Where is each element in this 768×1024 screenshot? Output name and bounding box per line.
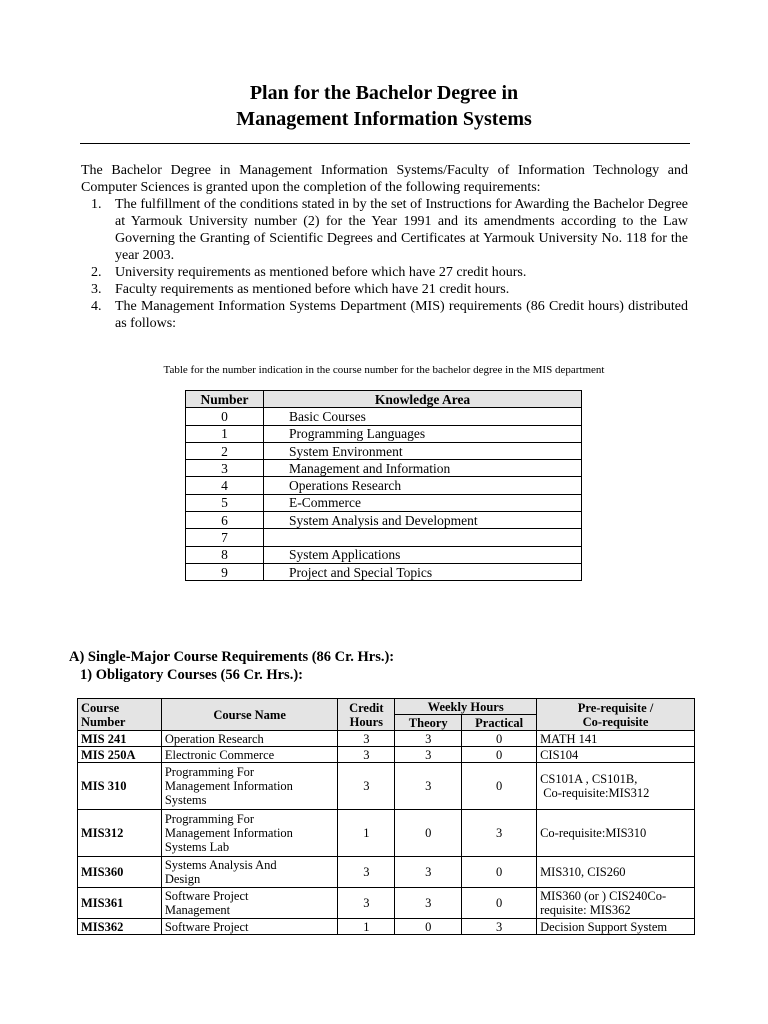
title-line-2: Management Information Systems <box>236 108 532 130</box>
course-theory: 3 <box>395 888 462 919</box>
header-weekly-hours: Weekly Hours <box>395 699 537 715</box>
course-code: MIS 241 <box>78 731 162 747</box>
knowledge-row <box>186 563 582 580</box>
knowledge-area: System Analysis and Development <box>264 512 582 529</box>
course-code: MIS362 <box>78 919 162 935</box>
intro-paragraph: The Bachelor Degree in Management Information Systems/Faculty of Information Technology and Computer Sciences is granted upon the completion of the following requirements: <box>81 163 688 195</box>
header-credit-hours: Credit Hours <box>338 699 395 731</box>
course-theory: 3 <box>395 763 462 810</box>
page-title <box>0 80 768 132</box>
knowledge-number: 4 <box>186 477 264 494</box>
knowledge-area: System Environment <box>264 442 582 459</box>
course-credit: 3 <box>338 763 395 810</box>
course-prerequisite: MATH 141 <box>537 731 695 747</box>
knowledge-number: 7 <box>186 529 264 546</box>
knowledge-number: 3 <box>186 460 264 477</box>
course-practical: 0 <box>462 747 537 763</box>
knowledge-row <box>186 512 582 529</box>
knowledge-number: 0 <box>186 408 264 425</box>
header-course-number: Course Number <box>78 699 162 731</box>
course-prerequisite: MIS360 (or ) CIS240Co- requisite: MIS362 <box>537 888 695 919</box>
course-credit: 3 <box>338 731 395 747</box>
course-practical: 0 <box>462 731 537 747</box>
knowledge-area: E-Commerce <box>264 494 582 511</box>
course-credit: 3 <box>338 857 395 888</box>
course-credit: 1 <box>338 919 395 935</box>
knowledge-area <box>264 529 582 546</box>
knowledge-row <box>186 477 582 494</box>
knowledge-number: 6 <box>186 512 264 529</box>
knowledge-number: 2 <box>186 442 264 459</box>
requirement-item: 3. Faculty requirements as mentioned before which have 21 credit hours. <box>91 282 510 297</box>
course-credit: 3 <box>338 888 395 919</box>
requirement-item: 2. University requirements as mentioned before which have 27 credit hours. <box>91 265 527 280</box>
knowledge-number: 8 <box>186 546 264 563</box>
requirement-item: 1. The fulfillment of the conditions stated in by the set of Instructions for Awarding the Bachelor Degree at Yarmouk University number (2) for the Year 1991 and its amendments according to the Law Governing the Granting of Scientific Degrees and Certificates at Yarmouk University No. 118 for the year 2003. <box>91 197 688 263</box>
knowledge-row <box>186 529 582 546</box>
course-name: Software Project Management <box>161 888 338 919</box>
knowledge-area: Programming Languages <box>264 425 582 442</box>
course-prerequisite: Co-requisite:MIS310 <box>537 810 695 857</box>
course-theory: 0 <box>395 810 462 857</box>
header-theory: Theory <box>395 715 462 731</box>
knowledge-row <box>186 425 582 442</box>
knowledge-number: 9 <box>186 563 264 580</box>
course-practical: 3 <box>462 810 537 857</box>
course-row <box>78 747 695 763</box>
header-course-name: Course Name <box>161 699 338 731</box>
requirements-list <box>81 196 688 332</box>
course-name: Software Project <box>161 919 338 935</box>
course-name: Operation Research <box>161 731 338 747</box>
section-heading: A) Single-Major Course Requirements (86 Cr. Hrs.): <box>69 649 395 665</box>
course-theory: 0 <box>395 919 462 935</box>
course-code: MIS360 <box>78 857 162 888</box>
header-number: Number <box>186 391 264 408</box>
header-prerequisite: Pre-requisite / Co-requisite <box>537 699 695 731</box>
course-prerequisite: MIS310, CIS260 <box>537 857 695 888</box>
course-row <box>78 857 695 888</box>
course-prerequisite: Decision Support System <box>537 919 695 935</box>
course-code: MIS 310 <box>78 763 162 810</box>
course-credit: 3 <box>338 747 395 763</box>
knowledge-row <box>186 460 582 477</box>
knowledge-number: 1 <box>186 425 264 442</box>
course-requirements-heading <box>69 648 394 684</box>
course-name: Programming For Management Information Systems <box>161 763 338 810</box>
course-name: Systems Analysis And Design <box>161 857 338 888</box>
knowledge-area: Operations Research <box>264 477 582 494</box>
knowledge-area: Management and Information <box>264 460 582 477</box>
course-credit: 1 <box>338 810 395 857</box>
obligatory-courses-table <box>77 698 695 935</box>
course-practical: 0 <box>462 857 537 888</box>
knowledge-area: Project and Special Topics <box>264 563 582 580</box>
course-row <box>78 888 695 919</box>
title-line-1: Plan for the Bachelor Degree in <box>249 82 519 104</box>
course-row <box>78 763 695 810</box>
course-code: MIS361 <box>78 888 162 919</box>
course-practical: 3 <box>462 919 537 935</box>
intro-section <box>81 162 688 332</box>
course-theory: 3 <box>395 747 462 763</box>
course-practical: 0 <box>462 888 537 919</box>
knowledge-area-table <box>185 390 582 581</box>
course-name: Electronic Commerce <box>161 747 338 763</box>
knowledge-area: Basic Courses <box>264 408 582 425</box>
header-practical: Practical <box>462 715 537 731</box>
knowledge-area: System Applications <box>264 546 582 563</box>
course-code: MIS 250A <box>78 747 162 763</box>
title-divider <box>80 143 690 144</box>
course-row <box>78 731 695 747</box>
section-subheading: 1) Obligatory Courses (56 Cr. Hrs.): <box>80 667 303 683</box>
knowledge-row <box>186 408 582 425</box>
header-knowledge-area: Knowledge Area <box>264 391 582 408</box>
course-prerequisite: CIS104 <box>537 747 695 763</box>
course-practical: 0 <box>462 763 537 810</box>
requirement-item: 4. The Management Information Systems Department (MIS) requirements (86 Credit hours) distributed as follows: <box>91 299 688 331</box>
knowledge-table-caption: Table for the number indication in the course number for the bachelor degree in the MIS department <box>163 364 605 376</box>
course-theory: 3 <box>395 857 462 888</box>
knowledge-row <box>186 546 582 563</box>
knowledge-number: 5 <box>186 494 264 511</box>
course-name: Programming For Management Information Systems Lab <box>161 810 338 857</box>
course-prerequisite: CS101A , CS101B, Co-requisite:MIS312 <box>537 763 695 810</box>
knowledge-row <box>186 494 582 511</box>
course-row <box>78 919 695 935</box>
knowledge-row <box>186 442 582 459</box>
course-row <box>78 810 695 857</box>
course-theory: 3 <box>395 731 462 747</box>
course-code: MIS312 <box>78 810 162 857</box>
